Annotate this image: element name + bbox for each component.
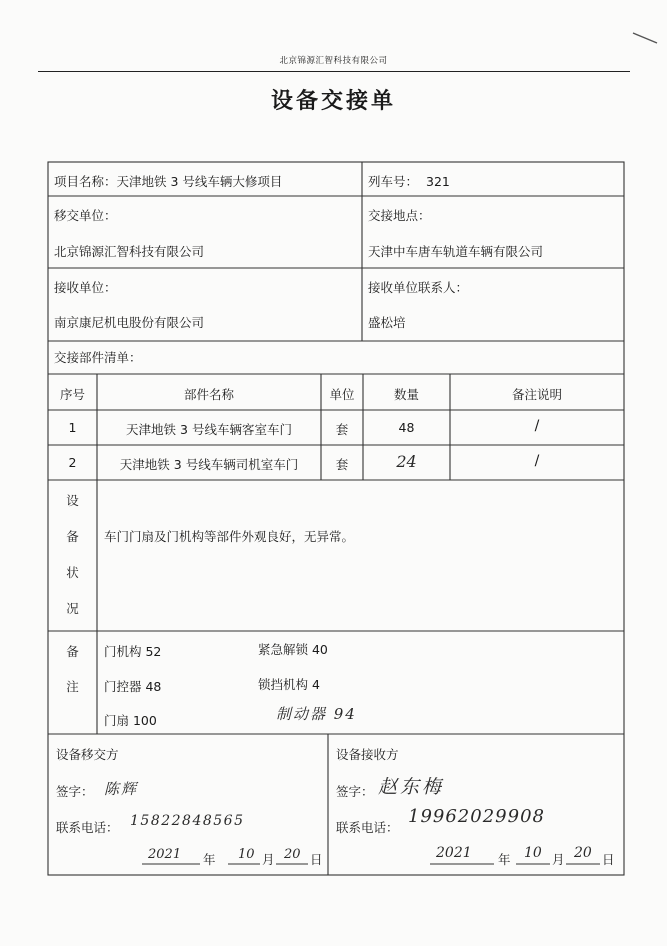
receiver-phone-label: 联系电话： <box>336 820 399 835</box>
receiver-phone: 19962029908 <box>408 806 545 827</box>
remark-handwritten-note: 制动器 94 <box>276 705 357 723</box>
col-header-part-name: 部件名称 <box>183 387 234 402</box>
receiver-day-unit: 日 <box>602 852 615 867</box>
transferor-phone-label: 联系电话： <box>56 820 119 835</box>
status-label-char: 状 <box>66 565 79 580</box>
train-number-value: 321 <box>426 174 450 189</box>
remarks-label-char: 注 <box>66 679 79 694</box>
company-header: 北京锦源汇智科技有限公司 <box>279 56 388 66</box>
receiver-date-month: 10 <box>524 845 542 861</box>
transferor-date-year: 2021 <box>148 847 182 862</box>
receiver-date-day: 20 <box>574 845 592 861</box>
row-quantity: 48 <box>398 420 415 435</box>
handover-location-value: 天津中车唐车轨道车辆有限公司 <box>368 244 544 259</box>
transferor-day-unit: 日 <box>310 852 323 867</box>
receiver-unit-value: 南京康尼机电股份有限公司 <box>54 315 205 330</box>
col-header-no: 序号 <box>59 387 85 402</box>
receiver-sign-label: 签字： <box>336 784 374 799</box>
equipment-status-text: 车门门扇及门机构等部件外观良好，无异常。 <box>104 529 355 544</box>
row-unit: 套 <box>335 457 349 472</box>
receiver-year-unit: 年 <box>498 852 511 867</box>
remarks-label-char: 备 <box>66 644 79 659</box>
status-label-char: 备 <box>66 529 79 544</box>
project-label: 项目名称： <box>54 174 117 189</box>
project-value: 天津地铁 3 号线车辆大修项目 <box>116 174 283 189</box>
parts-list-label: 交接部件清单： <box>54 350 142 365</box>
transfer-unit-label: 移交单位： <box>54 208 117 223</box>
transferor-year-unit: 年 <box>203 852 216 867</box>
transferor-date-day: 20 <box>284 847 301 862</box>
receiver-date-year: 2021 <box>436 845 472 861</box>
row-unit: 套 <box>335 422 349 437</box>
status-label-char: 况 <box>66 601 79 616</box>
row-no: 1 <box>68 420 77 435</box>
remark-item: 门扇 100 <box>104 713 157 728</box>
transferor-month-unit: 月 <box>262 852 275 867</box>
receiver-unit-label: 接收单位： <box>54 280 117 295</box>
train-number-label: 列车号： <box>368 174 419 189</box>
col-header-unit: 单位 <box>329 387 355 402</box>
transferor-title: 设备移交方 <box>56 747 119 762</box>
status-label-char: 设 <box>66 493 79 508</box>
document-title: 设备交接单 <box>270 89 396 114</box>
row-note: / <box>534 418 540 434</box>
row-no: 2 <box>68 455 77 470</box>
receiver-contact-label: 接收单位联系人： <box>368 280 469 295</box>
receiver-title: 设备接收方 <box>336 747 399 762</box>
transferor-sign-label: 签字： <box>56 784 94 799</box>
col-header-quantity: 数量 <box>393 387 419 402</box>
remark-item: 门机构 52 <box>104 644 162 659</box>
remark-item: 门控器 48 <box>104 679 162 694</box>
row-note: / <box>534 453 540 469</box>
transfer-unit-value: 北京锦源汇智科技有限公司 <box>54 244 205 259</box>
remark-item: 紧急解锁 40 <box>258 642 328 657</box>
receiver-month-unit: 月 <box>552 852 565 867</box>
transferor-signature: 陈辉 <box>104 780 139 798</box>
receiver-contact-value: 盛松培 <box>368 315 406 330</box>
row-quantity-handwritten: 24 <box>396 452 417 471</box>
col-header-remarks: 备注说明 <box>511 387 562 402</box>
transferor-phone: 15822848565 <box>130 813 245 829</box>
receiver-signature: 赵东梅 <box>378 776 445 798</box>
remark-item: 锁挡机构 4 <box>258 677 320 692</box>
row-part-name: 天津地铁 3 号线车辆司机室车门 <box>119 457 299 472</box>
transferor-date-month: 10 <box>238 847 255 862</box>
row-part-name: 天津地铁 3 号线车辆客室车门 <box>126 422 292 437</box>
handover-location-label: 交接地点： <box>368 208 431 223</box>
